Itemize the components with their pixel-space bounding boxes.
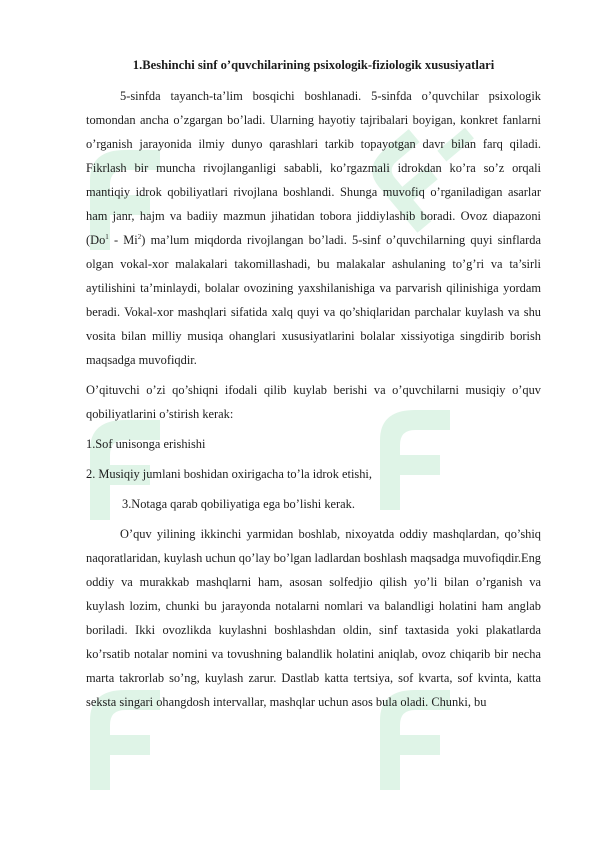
list-item: 1.Sof unisonga erishishi: [86, 437, 206, 451]
paragraph-2: O’qituvchi o’zi qo’shiqni ifodali qilib kuylab berishi va o’quvchilarni musiqiy o’quv qobiliyatlarini o’stirish kerak:: [86, 383, 541, 421]
superscript-2: 2: [137, 232, 142, 241]
list-item: 2. Musiqiy jumlani boshidan oxirigacha to’la idrok etishi,: [86, 467, 372, 481]
list-item: 3.Notaga qarab qobiliyatiga ega bo’lishi kerak.: [122, 497, 355, 511]
paragraph-1-part-c: ) ma’lum miqdorda rivojlangan bo’ladi. 5-sinf o’quvchilarning quyi sinflarda olgan vokal-xor malakalari takomillashadi, bu malakalar ashulaning to’g’ri va ta’sirli aytilishini ta’minlaydi, bolalar ovozining yaxshilanishiga va parvarish qilinishiga yordam beradi. Vokal-xor mashqlari sifatida xalq quyi va qo’shiqlaridan parchalar kuylash va shu vosita bilan milliy musiqa ohanglari xususiyatlarini bolalar xissiyotiga singdirib borish maqsadga muvofiqdir.: [86, 233, 541, 367]
document-title: 1.Beshinchi sinf o’quvchilarining psixologik-fiziologik xususiyatlari: [132, 58, 495, 72]
paragraph-1-part-a: 5-sinfda tayanch-ta’lim bosqichi boshlanadi. 5-sinfda o’quvchilar psixologik tomondan ancha o’zgargan bo’ladi. Ularning hayotiy tajribalari boyigan, konkret fanlarni o’rganish jarayonida ilmiy dunyo qarashlari tarkib topayotgan davr bilan farq qiladi. Fikrlash bir muncha rivojlanganligi sababli, ko’rgazmali idrokdan ko’ra so’z orqali mantiqiy idrok qobiliyatlari rivojlana boshlandi. Shunga muvofiq o’rganiladigan asarlar ham janr, hajm va badiiy mazmun jihatidan tobora jiddiylashib boradi. Ovoz diapazoni (Do: [86, 89, 541, 247]
paragraph-1-part-b: - Mi: [108, 233, 138, 247]
document-page: [86, 56, 541, 714]
paragraph-1: [86, 84, 541, 372]
paragraph-3: O’quv yilining ikkinchi yarmidan boshlab, nixoyatda oddiy mashqlardan, qo’shiq naqoratlaridan, kuylash uchun qo’lay bo’lgan ladlardan boshlash maqsadga muvofiqdir.Eng oddiy va murakkab mashqlarni ham, asosan solfedjio qilish yo’li bilan o’rganish va kuylash lozim, chunki bu jarayonda notalarni nomlari va balandligi holatini ham anglab boriladi. Ikki ovozlikda kuylashni boshlashdan oldin, sinf taxtasida yoki plakatlarda ko’rsatib notalar nomini va tovushning balandlik holatini aniqlab, ovoz chiqarib bir necha marta takrorlab so’ng, kuylash zarur. Dastlab katta tertsiya, sof kvarta, sof kvinta, katta seksta singari ohangdosh intervallar, mashqlar uchun asos bula oladi. Chunki, bu: [86, 527, 541, 709]
superscript-1: 1: [105, 232, 109, 241]
